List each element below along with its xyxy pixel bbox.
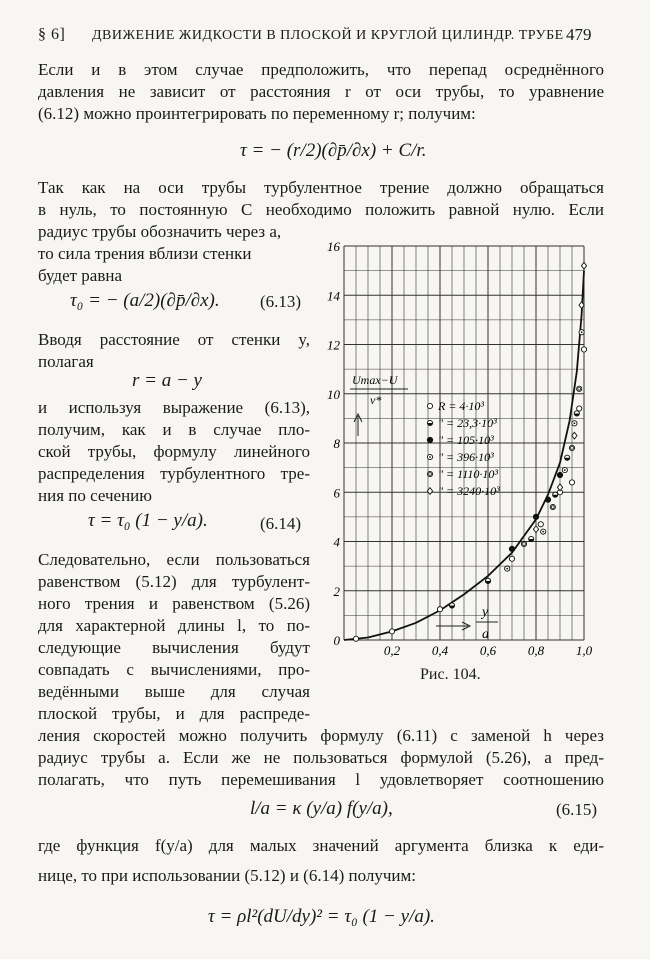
y-tick-label: 12 bbox=[327, 337, 340, 353]
text-line: полагая bbox=[38, 352, 94, 371]
y-axis-label-top: Umax−U bbox=[352, 373, 398, 387]
x-tick-label: 0,6 bbox=[479, 643, 497, 658]
y-tick-label: 0 bbox=[333, 633, 340, 648]
marker-outline bbox=[389, 629, 394, 634]
text-line: нице, то при использовании (5.12) и (6.14) получим: bbox=[38, 866, 416, 885]
text-line: совпадать с вычислениями, про- bbox=[38, 660, 310, 679]
marker-outline bbox=[577, 406, 582, 411]
figure-caption: Рис. 104. bbox=[420, 666, 481, 683]
y-tick-label: 8 bbox=[333, 436, 340, 451]
legend-label: " = 105·10³ bbox=[438, 433, 494, 447]
marker-outline bbox=[569, 445, 574, 450]
marker-outline bbox=[509, 556, 514, 561]
text-line: радиус трубы обозначить через a, bbox=[38, 222, 282, 241]
text-line: радиус трубы a. Если же не пользоваться формулой (5.26), а пред- bbox=[38, 748, 604, 767]
marker-dot bbox=[542, 531, 544, 533]
marker-outline bbox=[569, 480, 574, 485]
equation-mixing-length: l/a = κ (y/a) f(y/a), bbox=[250, 798, 393, 819]
running-header-section: § 6] bbox=[38, 26, 66, 43]
marker-outline bbox=[427, 471, 432, 476]
data-point bbox=[533, 526, 538, 533]
y-tick-label: 6 bbox=[333, 485, 340, 501]
text-line: давления не зависит от расстояния r от оси трубы, то уравнение bbox=[38, 82, 604, 101]
text-line: (6.12) можно проинтегрировать по переменному r; получим: bbox=[38, 104, 476, 123]
marker-outline bbox=[538, 522, 543, 527]
text-line: равенством (5.12) для турбулент- bbox=[38, 572, 310, 591]
text-line: ного трения и равенством (5.26) bbox=[38, 594, 310, 613]
legend-marker bbox=[427, 420, 432, 425]
legend-marker bbox=[427, 454, 432, 459]
text-line: Следовательно, если пользоваться bbox=[38, 550, 310, 569]
data-point bbox=[505, 566, 510, 571]
text-line: будет равна bbox=[38, 266, 123, 285]
equation-linear-friction: τ = τ₀ (1 − y/a). bbox=[88, 510, 208, 531]
y-tick-label: 10 bbox=[327, 386, 340, 402]
marker-dot bbox=[429, 456, 431, 458]
x-tick-label: 0,2 bbox=[383, 643, 401, 658]
data-point bbox=[557, 472, 562, 477]
data-point bbox=[389, 629, 394, 634]
data-point bbox=[569, 480, 574, 485]
data-point bbox=[581, 347, 586, 352]
equation-r: r = a − y bbox=[132, 370, 202, 391]
equation-tau: τ = − (r/2)(∂p̄/∂x) + C/r. bbox=[240, 140, 427, 161]
y-tick-label: 2 bbox=[333, 583, 340, 599]
data-point bbox=[541, 529, 546, 534]
marker-outline bbox=[550, 504, 555, 509]
figure-104-chart bbox=[318, 236, 598, 676]
x-axis-label-top: y bbox=[482, 605, 489, 620]
legend-marker bbox=[427, 437, 432, 442]
data-point bbox=[572, 432, 577, 439]
y-axis-label-bottom: v* bbox=[370, 393, 382, 407]
x-tick-label: 0,8 bbox=[527, 643, 545, 658]
text-line: то сила трения вблизи стенки bbox=[38, 244, 252, 263]
data-point bbox=[353, 636, 358, 641]
data-point bbox=[579, 330, 584, 335]
y-tick-label: 4 bbox=[333, 534, 340, 550]
data-point bbox=[521, 541, 526, 546]
data-point bbox=[557, 484, 562, 491]
data-point bbox=[553, 492, 558, 497]
data-point bbox=[529, 536, 534, 541]
legend-label: " = 23,3·10³ bbox=[438, 416, 497, 430]
running-header-title: ДВИЖЕНИЕ ЖИДКОСТИ В ПЛОСКОЙ И КРУГЛОЙ ЦИЛИНДР. ТРУБЕ bbox=[92, 28, 564, 43]
data-point bbox=[449, 603, 454, 608]
text-line: плоской трубы, и для распреде- bbox=[38, 704, 310, 723]
marker-outline bbox=[577, 386, 582, 391]
x-tick-label: 0,4 bbox=[431, 643, 449, 658]
legend-marker bbox=[427, 471, 432, 476]
x-axis-label-bottom: a bbox=[482, 627, 489, 642]
marker-outline bbox=[437, 607, 442, 612]
marker-outline bbox=[353, 636, 358, 641]
data-point bbox=[579, 302, 584, 309]
text-line: и используя выражение (6.13), bbox=[38, 398, 310, 417]
data-point bbox=[562, 467, 567, 472]
marker-dot bbox=[581, 331, 583, 333]
legend-label: " = 396·10³ bbox=[438, 450, 494, 464]
equation-number: (6.14) bbox=[260, 514, 302, 533]
data-point bbox=[509, 556, 514, 561]
y-tick-label: 16 bbox=[327, 239, 340, 254]
page-number: 479 bbox=[566, 25, 592, 44]
marker-outline bbox=[581, 347, 586, 352]
legend-marker bbox=[427, 403, 432, 408]
data-point bbox=[437, 607, 442, 612]
y-tick-label: 14 bbox=[327, 288, 340, 304]
data-point bbox=[538, 522, 543, 527]
legend-label: " = 3240·10³ bbox=[438, 484, 500, 498]
text-line: распределения турбулентного тре- bbox=[38, 464, 310, 483]
text-line: ления скоростей можно получить формулу (6.11) с заменой h через bbox=[38, 726, 604, 745]
text-line: где функция f(y/a) для малых значений аргумента близка к еди- bbox=[38, 836, 604, 855]
data-point bbox=[572, 421, 577, 426]
equation-tau-final: τ = ρl²(dU/dy)² = τ₀ (1 − y/a). bbox=[208, 906, 435, 927]
data-point bbox=[569, 445, 574, 450]
data-point bbox=[509, 546, 514, 551]
equation-tau0: τ₀ = − (a/2)(∂p̄/∂x). bbox=[70, 290, 220, 311]
data-point bbox=[577, 406, 582, 411]
data-point bbox=[577, 386, 582, 391]
legend-label: " = 1110·10³ bbox=[438, 467, 498, 481]
marker-dot bbox=[574, 422, 576, 424]
data-point bbox=[533, 514, 538, 519]
text-line: Если и в этом случае предположить, что перепад осреднённого bbox=[38, 60, 604, 79]
text-line: получим, как и в случае пло- bbox=[38, 420, 310, 439]
data-point bbox=[485, 578, 490, 583]
text-line: ния по сечению bbox=[38, 486, 152, 505]
text-line: в нуль, то постоянную C необходимо положить равной нулю. Если bbox=[38, 200, 604, 219]
text-line: ской трубы, формулу линейного bbox=[38, 442, 310, 461]
text-line: Так как на оси трубы турбулентное трение должно обращаться bbox=[38, 178, 604, 197]
x-tick-label: 1,0 bbox=[575, 643, 593, 658]
text-line: для характерной длины l, то по- bbox=[38, 616, 310, 635]
data-point bbox=[574, 411, 579, 416]
legend-label: R = 4·10³ bbox=[438, 399, 485, 413]
text-line: ведёнными выше для случая bbox=[38, 682, 310, 701]
marker-outline bbox=[427, 403, 432, 408]
text-line: следующие вычисления будут bbox=[38, 638, 310, 657]
equation-number: (6.15) bbox=[556, 800, 598, 819]
marker-dot bbox=[506, 568, 508, 570]
data-point bbox=[581, 262, 586, 269]
equation-number: (6.13) bbox=[260, 292, 302, 311]
data-point bbox=[565, 455, 570, 460]
text-line: полагать, что путь перемешивания l удовлетворяет соотношению bbox=[38, 770, 604, 789]
marker-outline bbox=[521, 541, 526, 546]
marker-dot bbox=[564, 469, 566, 471]
data-point bbox=[545, 497, 550, 502]
data-point bbox=[550, 504, 555, 509]
text-line: Вводя расстояние от стенки y, bbox=[38, 330, 310, 349]
